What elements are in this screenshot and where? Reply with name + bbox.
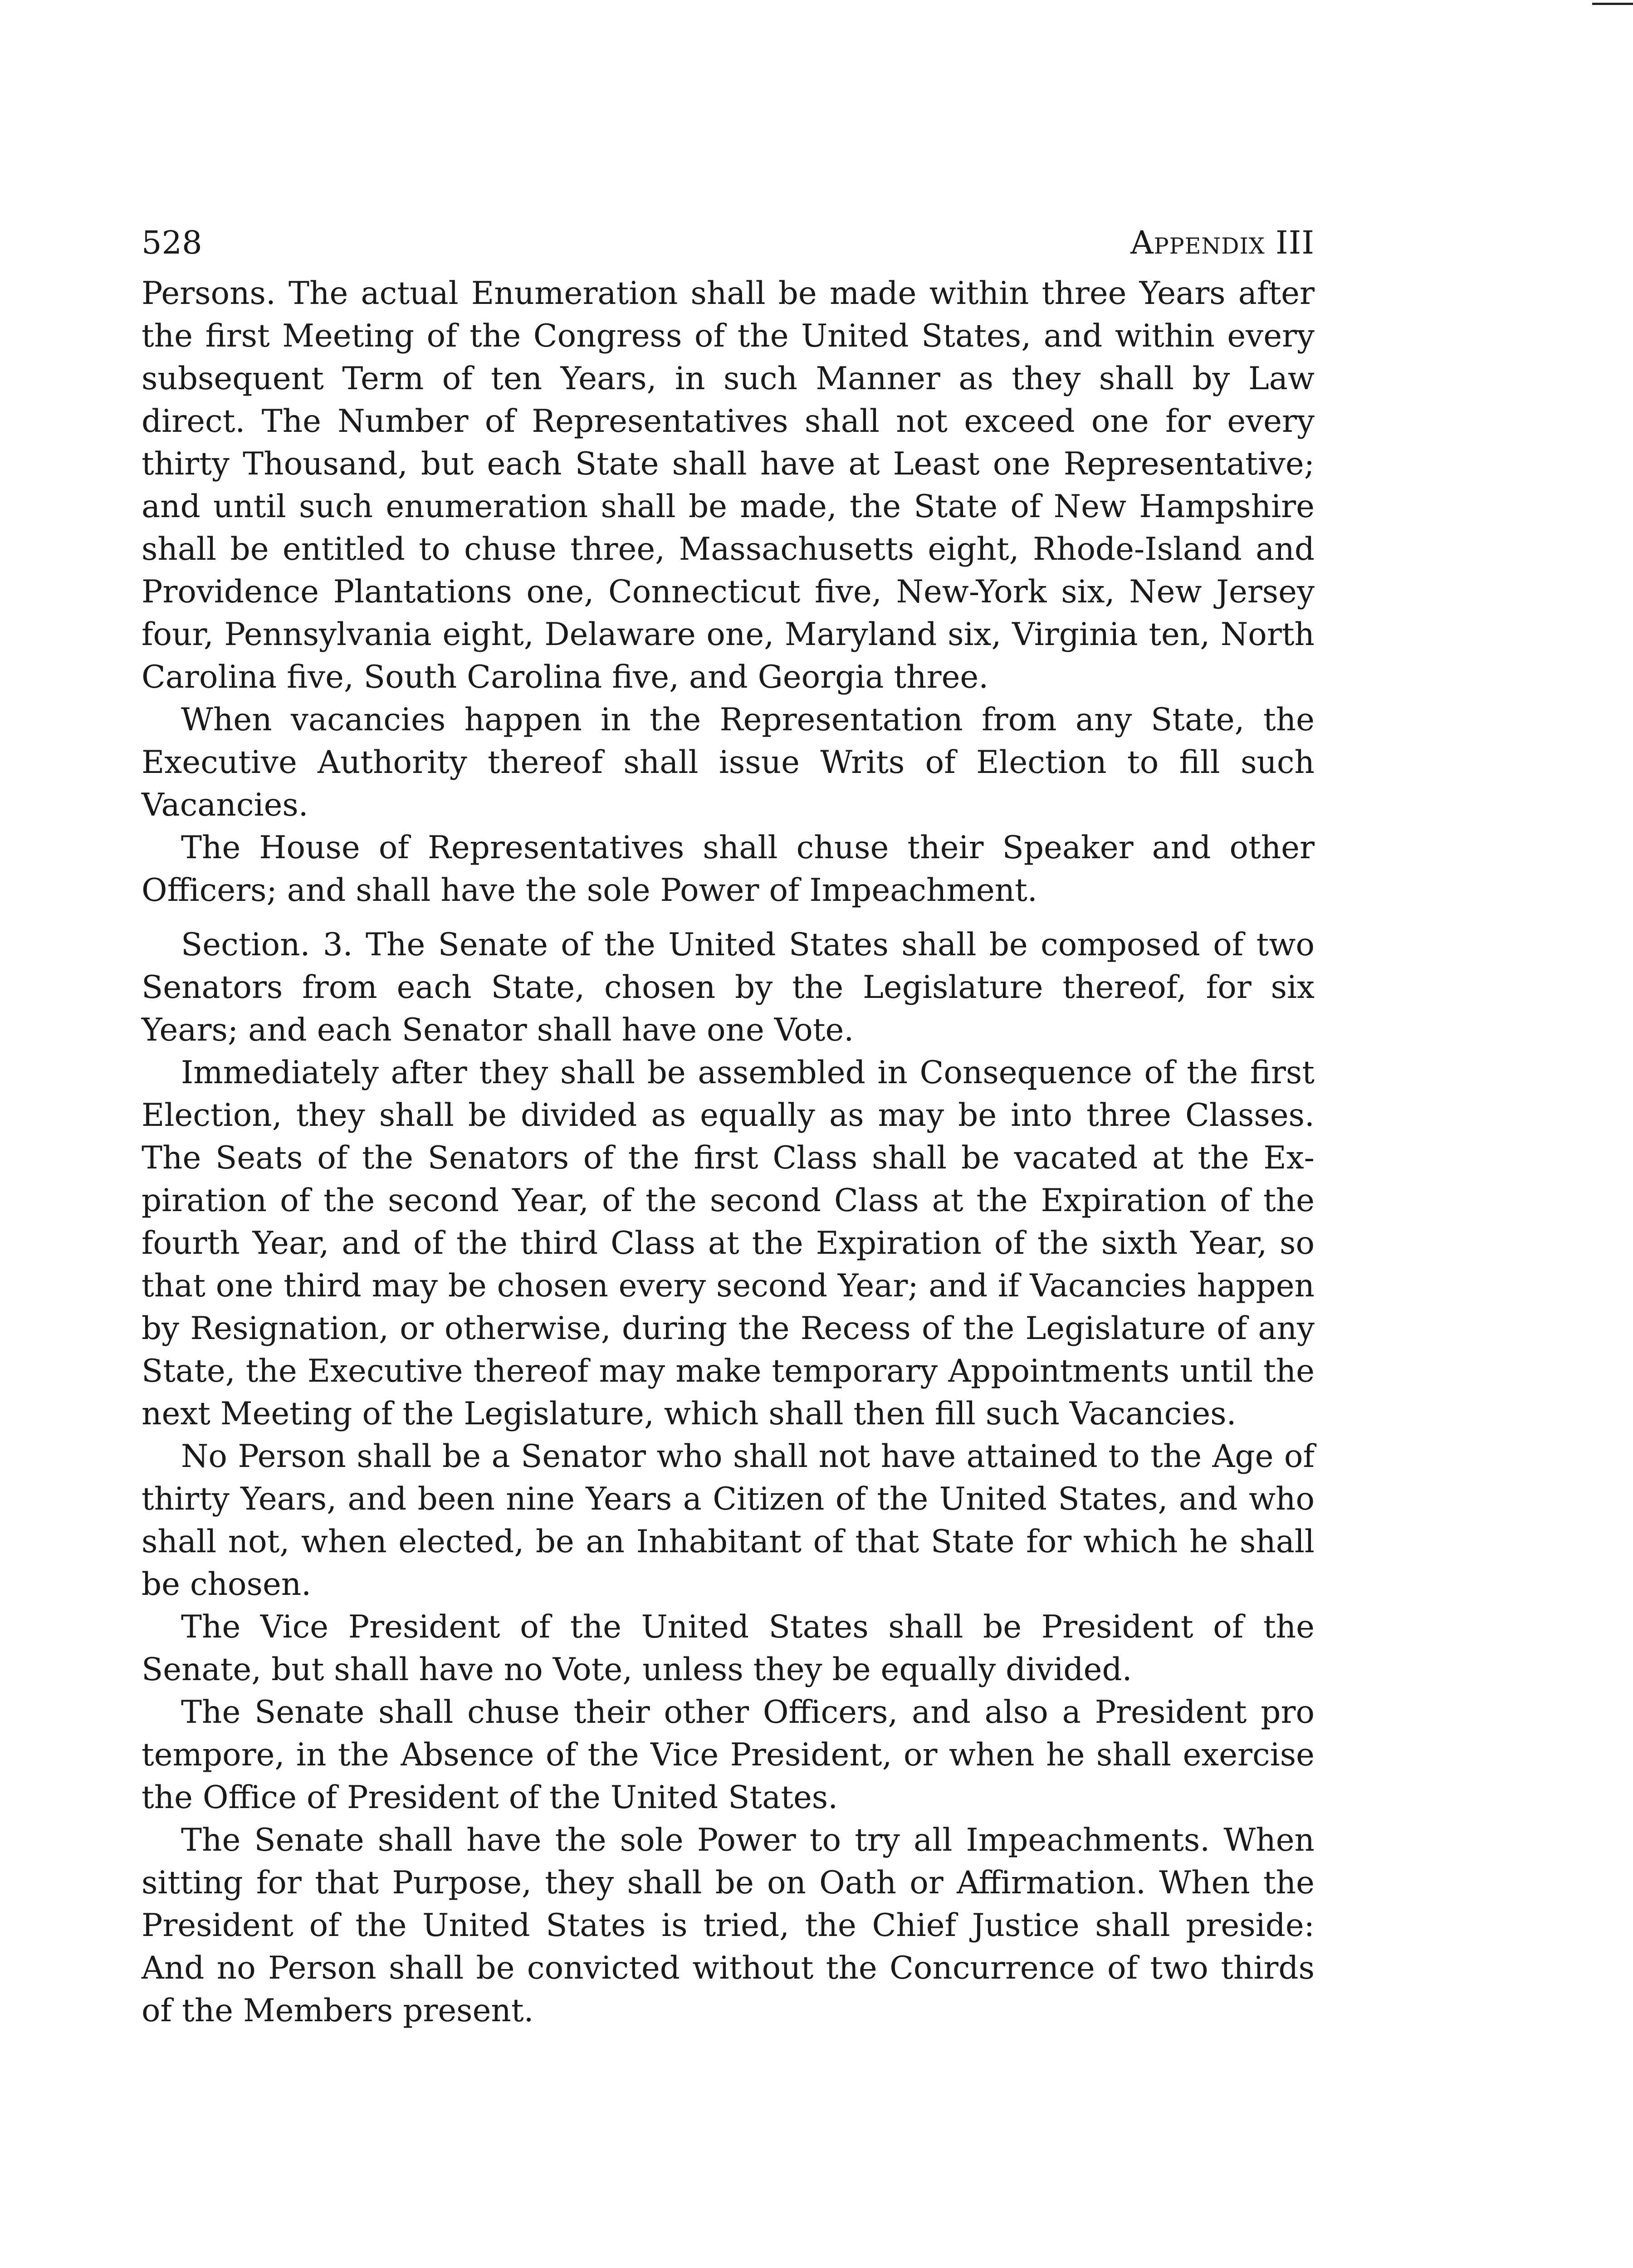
page-number: 528 <box>142 224 202 261</box>
running-header <box>142 222 1315 272</box>
running-header-title: Appendix III <box>1130 224 1315 261</box>
body-text <box>142 272 1315 2032</box>
paragraph-section-3: Section. 3. The Senate of the United States shall be composed of two Senators from each State, chosen by the Legislature thereof, for six Years; and each Senator shall have one Vote. <box>142 927 1315 1048</box>
paragraph-vice-president: The Vice President of the United States shall be President of the Senate, but shall have no Vote, unless they be equally divided. <box>142 1609 1315 1688</box>
paragraph-house-officers: The House of Representatives shall chuse their Speaker and other Officers; and shall have the sole Power of Impeachment. <box>142 830 1315 909</box>
paragraph-senate-classes: Immediately after they shall be assembled in Consequence of the first Election, they shall be divided as equally as may be into three Classes. The Seats of the Senators of the first Class shall be vacated at the Expiration of the second Year, of the second Class at the Expiration of the fourth Year, and of the third Class at the Expiration of the sixth Year, so that one third may be chosen every second Year; and if Vacancies happen by Resignation, or otherwise, during the Recess of the Legislature of any State, the Executive thereof may make temporary Appointments until the next Meeting of the Legislature, which shall then fill such Vacancies. <box>142 1055 1315 1432</box>
scan-edge-mark <box>1592 3 1633 5</box>
paragraph-impeachment-trials: The Senate shall have the sole Power to try all Impeachments. When sitting for that Purpose, they shall be on Oath or Affirmation. When the President of the United States is tried, the Chief Justice shall preside: And no Person shall be convicted without the Concurrence of two thirds of the Members present. <box>142 1822 1315 2029</box>
document-page <box>142 222 1315 2032</box>
paragraph-senator-qualifications: No Person shall be a Senator who shall not have attained to the Age of thirty Years, and been nine Years a Citizen of the United States, and who shall not, when elected, be an Inhabitant of that State for which he shall be chosen. <box>142 1438 1315 1603</box>
paragraph-senate-officers: The Senate shall chuse their other Officers, and also a President pro tempore, in the Absence of the Vice President, or when he shall exercise the Office of President of the United States. <box>142 1694 1315 1816</box>
paragraph-apportionment: Persons. The actual Enumeration shall be made within three Years after the first Meeting of the Congress of the United States, and within every subsequent Term of ten Years, in such Manner as they shall by Law direct. The Number of Representatives shall not exceed one for every thirty Thousand, but each State shall have at Least one Representative; and until such enumeration shall be made, the State of New Hampshire shall be entitled to chuse three, Massachusetts eight, Rhode-Island and Providence Plantations one, Connecticut five, New-York six, New Jersey four, Pennsylvania eight, Delaware one, Maryland six, Virginia ten, North Carolina five, South Carolina five, and Georgia three. <box>142 275 1315 695</box>
paragraph-vacancies: When vacancies happen in the Representation from any State, the Executive Authority thereof shall issue Writs of Election to fill such Vacancies. <box>142 702 1315 823</box>
